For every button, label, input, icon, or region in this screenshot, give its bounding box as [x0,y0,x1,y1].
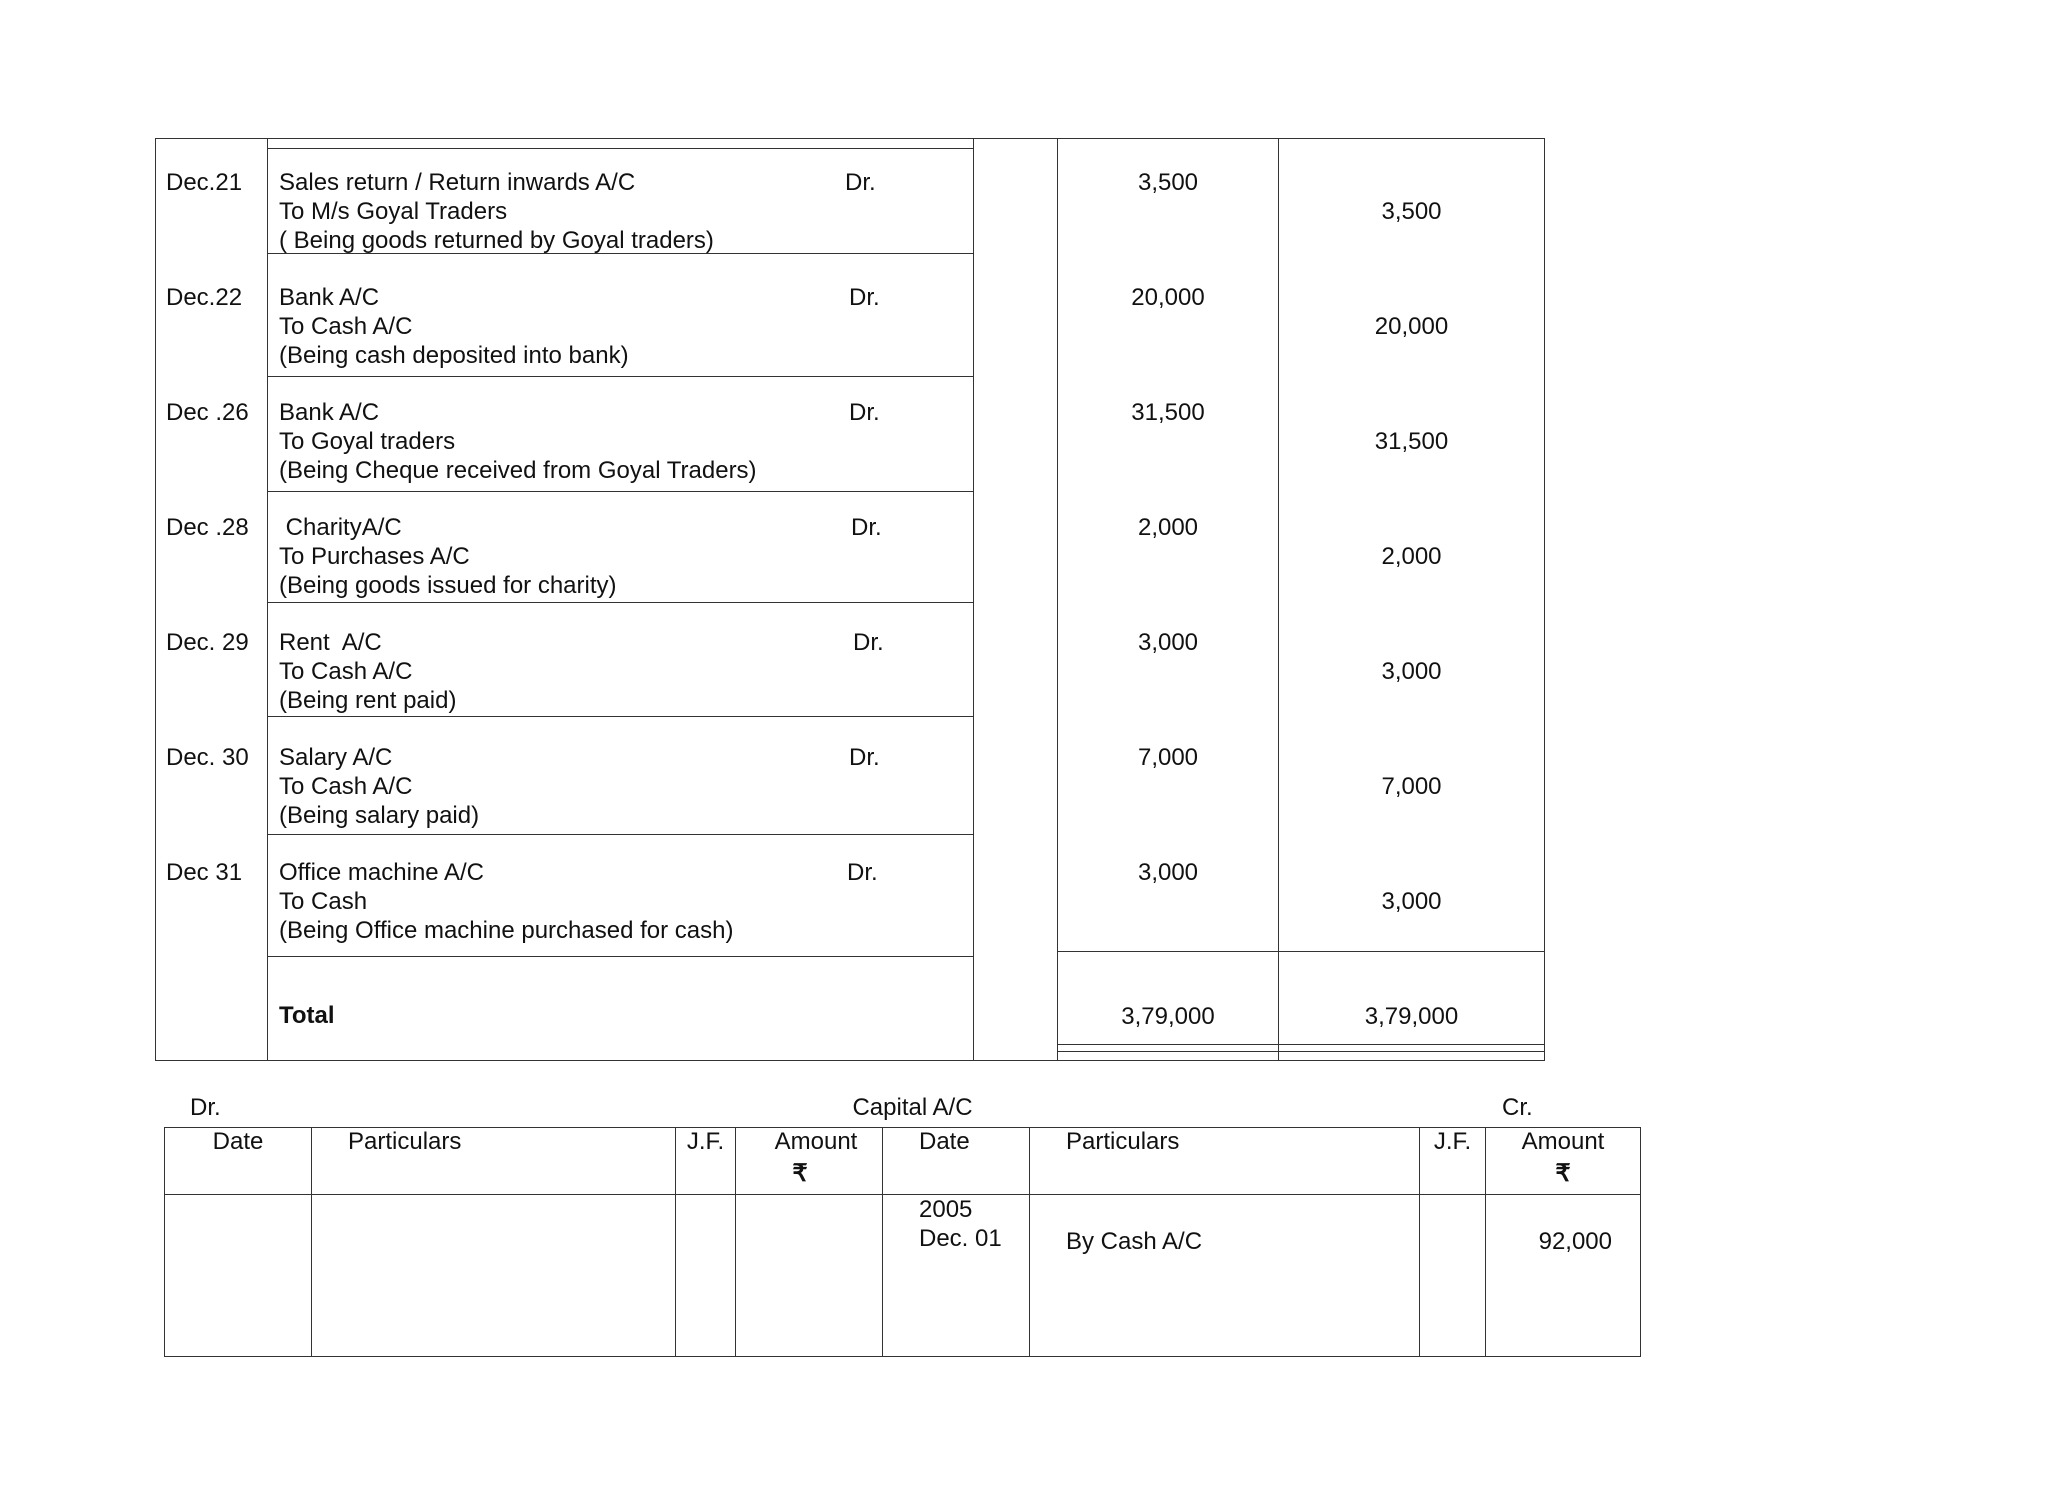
entry-credit-account: To Cash A/C [279,313,413,340]
entry-dr-label: Dr. [849,744,880,771]
entry-credit-amount: 31,500 [1374,428,1449,455]
entry-dr-label: Dr. [849,399,880,426]
entry-narration: (Being Office machine purchased for cash) [279,917,734,944]
entry-narration: (Being salary paid) [279,802,480,829]
entry-debit-amount: 7,000 [1137,744,1199,771]
ledger-col-border [1029,1127,1030,1357]
entry-credit-account: To Purchases A/C [279,543,470,570]
total-debit-amount: 3,79,000 [1121,1003,1215,1030]
ledger-dr-label: Dr. [190,1094,221,1121]
entry-dr-label: Dr. [849,284,880,311]
ledger-entry-year: 2005 [919,1196,973,1223]
entry-credit-amount: 3,500 [1381,198,1442,225]
entry-dr-label: Dr. [847,859,878,886]
entry-credit-account: To M/s Goyal Traders [279,198,508,225]
entry-debit-account: Office machine A/C [279,859,484,886]
entry-dr-label: Dr. [851,514,882,541]
entry-date: Dec .28 [166,514,249,541]
entry-debit-account: Rent A/C [279,629,382,656]
entry-dr-label: Dr. [845,169,876,196]
entry-credit-amount: 2,000 [1381,543,1442,570]
ledger-cr-label: Cr. [1502,1094,1533,1121]
entry-date: Dec 31 [166,859,243,886]
ledger-entry-date: Dec. 01 [919,1225,1002,1252]
ledger-header-particulars: Particulars [1066,1128,1180,1155]
entry-debit-amount: 3,500 [1137,169,1199,196]
ledger-header-amount: Amount [1521,1128,1605,1155]
ledger-title: Capital A/C [852,1094,973,1121]
ledger-col-border [311,1127,312,1357]
ledger-header-jf: J.F. [1433,1128,1472,1155]
entry-date: Dec.21 [166,169,243,196]
ledger-header-currency: ₹ [1555,1160,1571,1187]
ledger-header-amount: Amount [774,1128,858,1155]
ledger-col-border [164,1127,165,1357]
entry-credit-amount: 20,000 [1374,313,1449,340]
ledger-header-date: Date [919,1128,970,1155]
entry-narration: (Being cash deposited into bank) [279,342,629,369]
ledger-entry-particulars: By Cash A/C [1066,1228,1203,1255]
entry-debit-account: Salary A/C [279,744,393,771]
entry-narration: (Being Cheque received from Goyal Traders) [279,457,757,484]
ledger-header-jf: J.F. [686,1128,725,1155]
entry-debit-amount: 2,000 [1137,514,1199,541]
entry-credit-account: To Cash A/C [279,773,413,800]
entry-narration: ( Being goods returned by Goyal traders) [279,227,714,254]
entry-debit-account: Bank A/C [279,399,380,426]
total-credit-amount: 3,79,000 [1364,1003,1459,1030]
ledger-entry-amount: 92,000 [1538,1228,1612,1255]
entry-credit-amount: 3,000 [1381,888,1442,915]
ledger-col-border [675,1127,676,1357]
ledger-header-date: Date [212,1128,264,1155]
entry-debit-amount: 20,000 [1131,284,1205,311]
entry-date: Dec.22 [166,284,243,311]
ledger-header-particulars: Particulars [348,1128,462,1155]
entry-dr-label: Dr. [853,629,884,656]
ledger-col-border [882,1127,883,1357]
entry-credit-account: To Cash [279,888,368,915]
entry-credit-account: To Cash A/C [279,658,413,685]
entry-credit-account: To Goyal traders [279,428,456,455]
entry-credit-amount: 3,000 [1381,658,1442,685]
entry-debit-amount: 31,500 [1131,399,1205,426]
entry-credit-amount: 7,000 [1381,773,1442,800]
entry-debit-account: Sales return / Return inwards A/C [279,169,636,196]
ledger-col-border [1640,1127,1641,1357]
entry-date: Dec. 30 [166,744,249,771]
entry-narration: (Being goods issued for charity) [279,572,617,599]
entry-debit-account: CharityA/C [279,514,402,541]
ledger-col-border [1419,1127,1420,1357]
entry-debit-amount: 3,000 [1137,629,1199,656]
entry-debit-amount: 3,000 [1137,859,1199,886]
entry-date: Dec. 29 [166,629,249,656]
entry-debit-account: Bank A/C [279,284,380,311]
total-label: Total [279,1002,335,1029]
ledger-header-currency: ₹ [792,1160,808,1187]
entry-narration: (Being rent paid) [279,687,457,714]
entry-date: Dec .26 [166,399,249,426]
